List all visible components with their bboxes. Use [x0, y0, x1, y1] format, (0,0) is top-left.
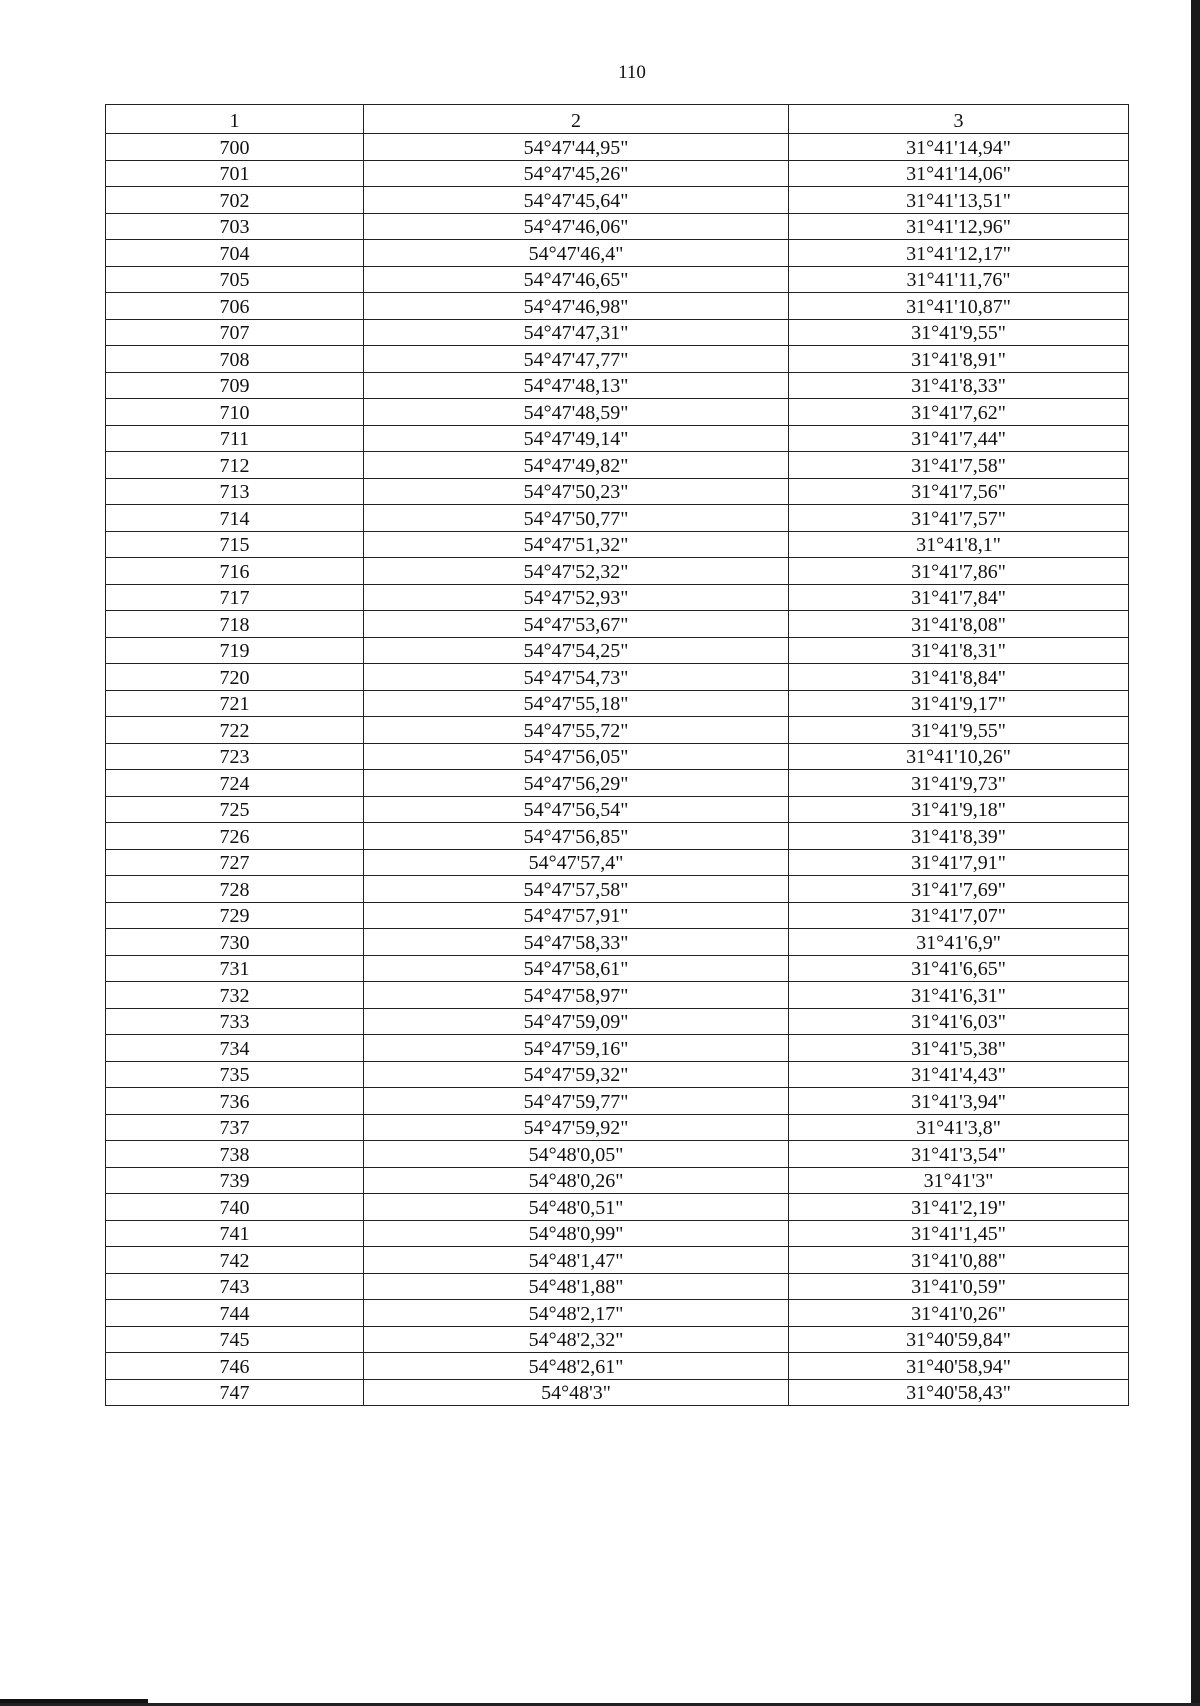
latitude-cell: 54°48'0,26" — [364, 1167, 789, 1194]
point-number-cell: 719 — [106, 637, 364, 664]
longitude-cell: 31°41'9,55" — [789, 319, 1129, 346]
longitude-cell: 31°41'9,18" — [789, 796, 1129, 823]
table-row — [106, 399, 1129, 426]
point-number-cell: 745 — [106, 1326, 364, 1353]
longitude-cell: 31°41'3,94" — [789, 1088, 1129, 1115]
point-number-cell: 729 — [106, 902, 364, 929]
table-row — [106, 187, 1129, 214]
longitude-cell: 31°41'7,07" — [789, 902, 1129, 929]
point-number-cell: 700 — [106, 134, 364, 161]
longitude-cell: 31°41'7,86" — [789, 558, 1129, 585]
point-number-cell: 730 — [106, 929, 364, 956]
point-number-cell: 710 — [106, 399, 364, 426]
latitude-cell: 54°47'59,16" — [364, 1035, 789, 1062]
point-number-cell: 727 — [106, 849, 364, 876]
longitude-cell: 31°41'0,88" — [789, 1247, 1129, 1274]
table-row — [106, 160, 1129, 187]
longitude-cell: 31°41'8,33" — [789, 372, 1129, 399]
table-row — [106, 1273, 1129, 1300]
longitude-cell: 31°41'7,84" — [789, 584, 1129, 611]
point-number-cell: 739 — [106, 1167, 364, 1194]
latitude-cell: 54°47'59,77" — [364, 1088, 789, 1115]
point-number-cell: 705 — [106, 266, 364, 293]
point-number-cell: 701 — [106, 160, 364, 187]
coordinates-table — [105, 104, 1129, 1406]
table-row — [106, 1194, 1129, 1221]
longitude-cell: 31°41'6,03" — [789, 1008, 1129, 1035]
longitude-cell: 31°41'3,54" — [789, 1141, 1129, 1168]
point-number-cell: 723 — [106, 743, 364, 770]
latitude-cell: 54°48'1,47" — [364, 1247, 789, 1274]
table-row — [106, 584, 1129, 611]
longitude-cell: 31°41'4,43" — [789, 1061, 1129, 1088]
longitude-cell: 31°41'7,62" — [789, 399, 1129, 426]
longitude-cell: 31°41'8,91" — [789, 346, 1129, 373]
latitude-cell: 54°47'53,67" — [364, 611, 789, 638]
table-row — [106, 982, 1129, 1009]
longitude-cell: 31°41'10,26" — [789, 743, 1129, 770]
table-row — [106, 717, 1129, 744]
longitude-cell: 31°41'7,91" — [789, 849, 1129, 876]
point-number-cell: 724 — [106, 770, 364, 797]
longitude-cell: 31°41'7,58" — [789, 452, 1129, 479]
point-number-cell: 731 — [106, 955, 364, 982]
table-row — [106, 849, 1129, 876]
latitude-cell: 54°47'58,33" — [364, 929, 789, 956]
latitude-cell: 54°47'54,25" — [364, 637, 789, 664]
latitude-cell: 54°47'56,85" — [364, 823, 789, 850]
table-row — [106, 1035, 1129, 1062]
longitude-cell: 31°41'3,8" — [789, 1114, 1129, 1141]
longitude-cell: 31°40'58,43" — [789, 1379, 1129, 1406]
latitude-cell: 54°48'0,51" — [364, 1194, 789, 1221]
table-row — [106, 1167, 1129, 1194]
table-row — [106, 1353, 1129, 1380]
latitude-cell: 54°47'59,92" — [364, 1114, 789, 1141]
longitude-cell: 31°41'14,06" — [789, 160, 1129, 187]
latitude-cell: 54°47'45,64" — [364, 187, 789, 214]
table-row — [106, 611, 1129, 638]
longitude-cell: 31°41'5,38" — [789, 1035, 1129, 1062]
point-number-cell: 718 — [106, 611, 364, 638]
scan-right-edge — [1191, 0, 1200, 1706]
longitude-cell: 31°41'12,17" — [789, 240, 1129, 267]
latitude-cell: 54°47'57,4" — [364, 849, 789, 876]
latitude-cell: 54°47'52,93" — [364, 584, 789, 611]
table-row — [106, 796, 1129, 823]
point-number-cell: 721 — [106, 690, 364, 717]
point-number-cell: 733 — [106, 1008, 364, 1035]
longitude-cell: 31°41'7,56" — [789, 478, 1129, 505]
table-row — [106, 1326, 1129, 1353]
table-header-row — [106, 105, 1129, 134]
point-number-cell: 734 — [106, 1035, 364, 1062]
point-number-cell: 746 — [106, 1353, 364, 1380]
longitude-cell: 31°41'7,44" — [789, 425, 1129, 452]
latitude-cell: 54°47'45,26" — [364, 160, 789, 187]
point-number-cell: 717 — [106, 584, 364, 611]
latitude-cell: 54°47'47,77" — [364, 346, 789, 373]
latitude-cell: 54°47'51,32" — [364, 531, 789, 558]
latitude-cell: 54°47'50,23" — [364, 478, 789, 505]
point-number-cell: 738 — [106, 1141, 364, 1168]
point-number-cell: 716 — [106, 558, 364, 585]
table-row — [106, 1247, 1129, 1274]
latitude-cell: 54°47'58,61" — [364, 955, 789, 982]
point-number-cell: 707 — [106, 319, 364, 346]
longitude-cell: 31°41'1,45" — [789, 1220, 1129, 1247]
longitude-cell: 31°40'58,94" — [789, 1353, 1129, 1380]
column-header-latitude: 2 — [364, 105, 789, 134]
latitude-cell: 54°47'54,73" — [364, 664, 789, 691]
point-number-cell: 711 — [106, 425, 364, 452]
table-row — [106, 770, 1129, 797]
latitude-cell: 54°48'2,32" — [364, 1326, 789, 1353]
longitude-cell: 31°41'3" — [789, 1167, 1129, 1194]
point-number-cell: 732 — [106, 982, 364, 1009]
point-number-cell: 715 — [106, 531, 364, 558]
point-number-cell: 728 — [106, 876, 364, 903]
longitude-cell: 31°41'6,65" — [789, 955, 1129, 982]
point-number-cell: 706 — [106, 293, 364, 320]
table-row — [106, 1141, 1129, 1168]
table-row — [106, 293, 1129, 320]
table-row — [106, 929, 1129, 956]
point-number-cell: 740 — [106, 1194, 364, 1221]
table-row — [106, 955, 1129, 982]
longitude-cell: 31°41'8,84" — [789, 664, 1129, 691]
point-number-cell: 703 — [106, 213, 364, 240]
point-number-cell: 736 — [106, 1088, 364, 1115]
table-row — [106, 240, 1129, 267]
latitude-cell: 54°47'56,54" — [364, 796, 789, 823]
table-row — [106, 1300, 1129, 1327]
column-header-point-number: 1 — [106, 105, 364, 134]
latitude-cell: 54°48'0,99" — [364, 1220, 789, 1247]
latitude-cell: 54°47'46,65" — [364, 266, 789, 293]
table-row — [106, 134, 1129, 161]
latitude-cell: 54°47'47,31" — [364, 319, 789, 346]
table-row — [106, 319, 1129, 346]
longitude-cell: 31°41'9,73" — [789, 770, 1129, 797]
latitude-cell: 54°48'2,61" — [364, 1353, 789, 1380]
point-number-cell: 726 — [106, 823, 364, 850]
longitude-cell: 31°41'14,94" — [789, 134, 1129, 161]
point-number-cell: 743 — [106, 1273, 364, 1300]
table-row — [106, 664, 1129, 691]
longitude-cell: 31°41'0,59" — [789, 1273, 1129, 1300]
point-number-cell: 741 — [106, 1220, 364, 1247]
latitude-cell: 54°47'50,77" — [364, 505, 789, 532]
table-row — [106, 266, 1129, 293]
point-number-cell: 737 — [106, 1114, 364, 1141]
latitude-cell: 54°47'58,97" — [364, 982, 789, 1009]
longitude-cell: 31°41'11,76" — [789, 266, 1129, 293]
table-row — [106, 637, 1129, 664]
point-number-cell: 722 — [106, 717, 364, 744]
latitude-cell: 54°47'48,59" — [364, 399, 789, 426]
column-header-longitude: 3 — [789, 105, 1129, 134]
latitude-cell: 54°47'49,14" — [364, 425, 789, 452]
table-row — [106, 372, 1129, 399]
latitude-cell: 54°48'2,17" — [364, 1300, 789, 1327]
point-number-cell: 747 — [106, 1379, 364, 1406]
latitude-cell: 54°47'46,06" — [364, 213, 789, 240]
longitude-cell: 31°41'8,08" — [789, 611, 1129, 638]
longitude-cell: 31°41'8,1" — [789, 531, 1129, 558]
latitude-cell: 54°47'46,4" — [364, 240, 789, 267]
table-row — [106, 1088, 1129, 1115]
latitude-cell: 54°48'1,88" — [364, 1273, 789, 1300]
table-row — [106, 743, 1129, 770]
table-row — [106, 452, 1129, 479]
table-row — [106, 1220, 1129, 1247]
point-number-cell: 720 — [106, 664, 364, 691]
point-number-cell: 713 — [106, 478, 364, 505]
table-row — [106, 558, 1129, 585]
table-row — [106, 1114, 1129, 1141]
point-number-cell: 714 — [106, 505, 364, 532]
longitude-cell: 31°41'6,31" — [789, 982, 1129, 1009]
latitude-cell: 54°47'48,13" — [364, 372, 789, 399]
point-number-cell: 744 — [106, 1300, 364, 1327]
point-number-cell: 742 — [106, 1247, 364, 1274]
longitude-cell: 31°41'8,31" — [789, 637, 1129, 664]
point-number-cell: 712 — [106, 452, 364, 479]
latitude-cell: 54°47'59,32" — [364, 1061, 789, 1088]
longitude-cell: 31°41'6,9" — [789, 929, 1129, 956]
table-row — [106, 876, 1129, 903]
latitude-cell: 54°47'57,91" — [364, 902, 789, 929]
longitude-cell: 31°41'9,17" — [789, 690, 1129, 717]
latitude-cell: 54°47'44,95" — [364, 134, 789, 161]
longitude-cell: 31°41'12,96" — [789, 213, 1129, 240]
longitude-cell: 31°41'10,87" — [789, 293, 1129, 320]
latitude-cell: 54°47'57,58" — [364, 876, 789, 903]
table-row — [106, 902, 1129, 929]
latitude-cell: 54°47'59,09" — [364, 1008, 789, 1035]
latitude-cell: 54°48'0,05" — [364, 1141, 789, 1168]
latitude-cell: 54°47'49,82" — [364, 452, 789, 479]
point-number-cell: 709 — [106, 372, 364, 399]
latitude-cell: 54°48'3" — [364, 1379, 789, 1406]
longitude-cell: 31°41'8,39" — [789, 823, 1129, 850]
table-row — [106, 346, 1129, 373]
point-number-cell: 735 — [106, 1061, 364, 1088]
longitude-cell: 31°41'0,26" — [789, 1300, 1129, 1327]
table-row — [106, 478, 1129, 505]
point-number-cell: 702 — [106, 187, 364, 214]
longitude-cell: 31°41'7,69" — [789, 876, 1129, 903]
table-row — [106, 823, 1129, 850]
latitude-cell: 54°47'55,72" — [364, 717, 789, 744]
table-row — [106, 1008, 1129, 1035]
latitude-cell: 54°47'56,29" — [364, 770, 789, 797]
table-body — [106, 134, 1129, 1406]
table-row — [106, 690, 1129, 717]
table-row — [106, 1379, 1129, 1406]
longitude-cell: 31°41'13,51" — [789, 187, 1129, 214]
latitude-cell: 54°47'52,32" — [364, 558, 789, 585]
longitude-cell: 31°41'7,57" — [789, 505, 1129, 532]
latitude-cell: 54°47'56,05" — [364, 743, 789, 770]
point-number-cell: 708 — [106, 346, 364, 373]
table-row — [106, 425, 1129, 452]
longitude-cell: 31°41'2,19" — [789, 1194, 1129, 1221]
point-number-cell: 704 — [106, 240, 364, 267]
longitude-cell: 31°41'9,55" — [789, 717, 1129, 744]
latitude-cell: 54°47'46,98" — [364, 293, 789, 320]
latitude-cell: 54°47'55,18" — [364, 690, 789, 717]
table-row — [106, 505, 1129, 532]
table-row — [106, 531, 1129, 558]
point-number-cell: 725 — [106, 796, 364, 823]
table-row — [106, 1061, 1129, 1088]
table-row — [106, 213, 1129, 240]
page-number: 110 — [618, 62, 646, 83]
longitude-cell: 31°40'59,84" — [789, 1326, 1129, 1353]
